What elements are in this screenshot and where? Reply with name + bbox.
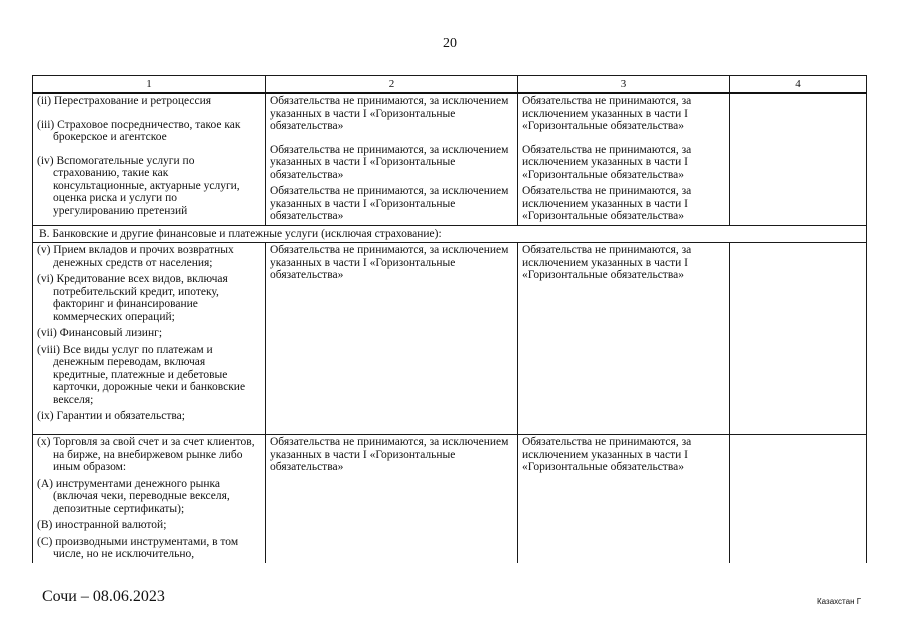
column-header-3: 3 [518, 76, 730, 94]
market-access-cell [266, 435, 518, 563]
sector-item: (iv) Вспомогательные услуги по страхованию, такие как консультационные, актуарные услуги, оценка риска и услуги по урегулированию претензий [37, 154, 240, 217]
column-header-2: 2 [266, 76, 518, 94]
table-row-banking-1 [33, 243, 867, 435]
national-treatment-cell [518, 243, 730, 435]
commitment-text: Обязательства не принимаются, за исключением указанных в части I «Горизонтальные обязательства» [270, 143, 509, 181]
sector-item: (x) Торговля за свой счет и за счет клиентов, на бирже, на внебиржевом рынке либо иным образом: [37, 436, 255, 473]
additional-commitments-cell [730, 93, 867, 225]
sector-item: (vii) Финансовый лизинг; [37, 327, 163, 339]
section-heading-banking: B. Банковские и другие финансовые и платежные услуги (исключая страхование): [33, 225, 867, 243]
additional-commitments-cell [730, 243, 867, 435]
sector-cell [33, 93, 266, 225]
national-treatment-cell [518, 93, 730, 225]
table-header-row [33, 76, 867, 94]
table-row-insurance [33, 93, 867, 225]
column-header-4: 4 [730, 76, 867, 94]
sector-item: (iii) Страховое посредничество, такое как брокерское и агентское [37, 118, 241, 143]
sector-item: (vi) Кредитование всех видов, включая потребительский кредит, ипотеку, факторинг и финансирование коммерческих операций; [37, 273, 228, 323]
sector-item: (viii) Все виды услуг по платежам и денежным переводам, включая кредитные, платежные и дебетовые карточки, дорожные чеки и банковские векселя; [37, 343, 246, 406]
sector-item: (C) производными инструментами, в том числе, но не исключительно, [37, 535, 239, 560]
commitment-text: Обязательства не принимаются, за исключением указанных в части I «Горизонтальные обязательства» [270, 436, 509, 473]
commitment-text: Обязательства не принимаются, за исключением указанных в части I «Горизонтальные обязательства» [522, 95, 692, 132]
commitment-text: Обязательства не принимаются, за исключением указанных в части I «Горизонтальные обязательства» [270, 244, 509, 281]
sector-item: (A) инструментами денежного рынка (включая чеки, переводные векселя, депозитные сертификаты); [37, 477, 230, 515]
commitment-text: Обязательства не принимаются, за исключением указанных в части I «Горизонтальные обязательства» [522, 185, 692, 222]
commitments-table [32, 75, 867, 563]
commitment-text: Обязательства не принимаются, за исключением указанных в части I «Горизонтальные обязательства» [270, 95, 509, 132]
sector-item: (ii) Перестрахование и ретроцессия [37, 95, 212, 107]
sector-cell [33, 243, 266, 435]
commitment-text: Обязательства не принимаются, за исключением указанных в части I «Горизонтальные обязательства» [522, 244, 692, 281]
national-treatment-cell [518, 435, 730, 563]
footer-city-date: Сочи – 08.06.2023 [42, 588, 165, 605]
footer-country: Казахстан Г [817, 597, 862, 606]
sector-item: (ix) Гарантии и обязательства; [37, 410, 185, 422]
additional-commitments-cell [730, 435, 867, 563]
column-header-1: 1 [33, 76, 266, 94]
table-row-banking-2 [33, 435, 867, 563]
section-heading-row [33, 225, 867, 243]
sector-item: (v) Прием вкладов и прочих возвратных денежных средств от населения; [37, 244, 234, 269]
market-access-cell [266, 93, 518, 225]
commitment-text: Обязательства не принимаются, за исключением указанных в части I «Горизонтальные обязательства» [522, 143, 692, 181]
sector-item: (B) иностранной валютой; [37, 519, 167, 531]
page-number: 20 [443, 36, 457, 51]
commitment-text: Обязательства не принимаются, за исключением указанных в части I «Горизонтальные обязательства» [522, 436, 692, 473]
sector-cell [33, 435, 266, 563]
commitment-text: Обязательства не принимаются, за исключением указанных в части I «Горизонтальные обязательства» [270, 185, 509, 222]
market-access-cell [266, 243, 518, 435]
